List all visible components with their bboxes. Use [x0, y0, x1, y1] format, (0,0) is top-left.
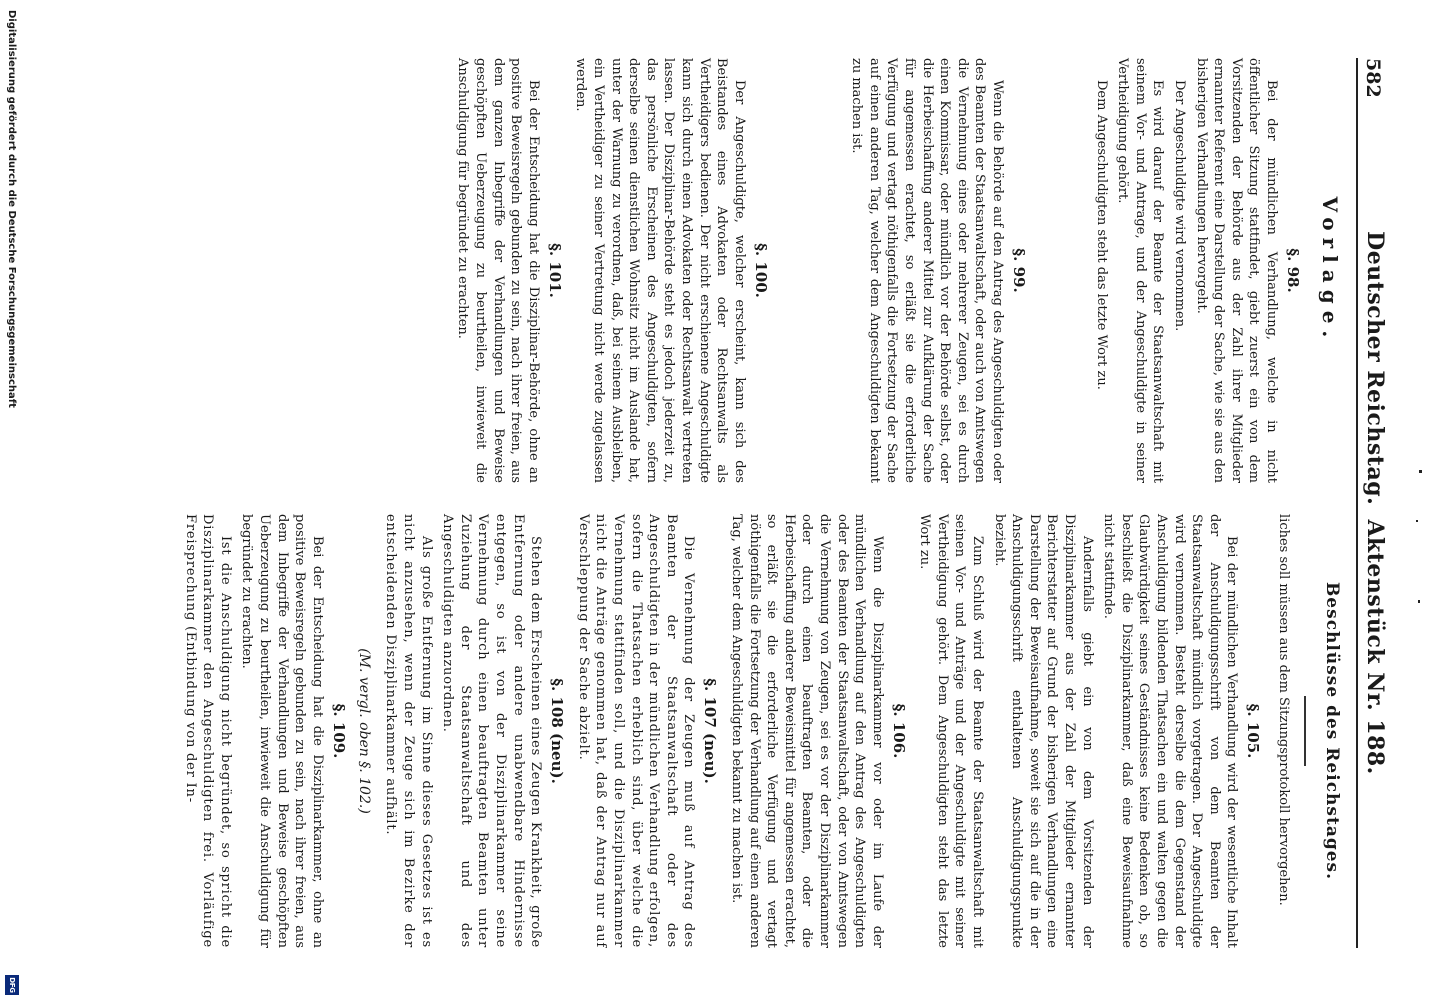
paragraph: Bei der mündlichen Verhandlung, welche in nicht öffentlicher Sitzung stattfindet, giebt zuerst ein von dem Vorsitzenden der Behörde aus der Zahl ihrer Mitglieder ernannter Referent eine Darstellung der Sache, wie sie aus den bisherigen Verhandlungen hervorgeht.	[1193, 58, 1279, 483]
paragraph: Bei der mündlichen Verhandlung wird der wesentliche Inhalt der Anschuldigungsschrift von dem Beamten der Staatsanwaltschaft mündlich vorgetragen. Der Angeschuldigte wird vernommen. Besteht derselbe die dem Gegenstand der Anschuldigung bildenden Thatsachen ein und walten gegen die Glaubwürdigkeit seines Geständnisses keine Bedenken ob, so beschließt die Disziplinarkammer, daß eine Beweisaufnahme nicht stattfinde.	[1101, 514, 1240, 948]
section-number: §. 106.	[889, 703, 908, 759]
dfg-logo: DFG	[5, 975, 19, 995]
paragraph: Bei der Entscheidung hat die Disziplinar-Behörde, ohne an positive Beweisregeln gebunden zu sein, nach ihrer freien, aus dem ganzen Inbegriffe der Verhandlungen und Beweise geschöpften Ueberzeugung zu beurtheilen, inwieweit die Anschuldigung für begründet zu erachten.	[455, 58, 541, 483]
scan-speck	[1419, 470, 1422, 473]
paragraph: Als große Entfernung im Sinne dieses Gesetzes ist es nicht anzusehen, wenn der Zeuge sich im Bezirke der entscheidenden Disziplinarkammer aufhält.	[383, 514, 434, 948]
page-title	[1362, 58, 1388, 948]
paragraph: Der Angeschuldigte, welcher erscheint, kann sich des Beistandes eines Advokaten oder Rechtsanwalts als Vertheidigers bedienen. Der nicht erschienene Angeschuldigte kann sich durch einen Advokaten oder Rechtsanwalt vertreten lassen. Der Disziplinar-Behörde steht es jedoch jederzeit zu, das persönliche Erscheinen des Angeschuldigten, sofern derselbe seinen dienstlichen Wohnsitz nicht im Auslande hat, unter der Warnung zu verordnen, daß, bei seinem Ausbleiben, ein Vertheidiger zu seiner Vertretung nicht werde zugelassen werden.	[573, 58, 747, 483]
section-number: §. 98.	[1284, 248, 1302, 293]
section-number: §. 109.	[329, 703, 348, 759]
paragraph: Wenn die Behörde auf den Antrag des Angeschuldigten oder des Beamten der Staatsanwaltschaft, oder auch von Amtswegen die Vernehmung eines oder mehrerer Zeugen, sei es durch einen Kommissar, oder mündlich vor der Behörde selbst, oder die Herbeischaffung anderer Mittel zur Aufklärung der Sache für angemessen erachtet, so erläßt sie die erforderliche Verfügung und vertagt nöthigenfalls die Fortsetzung der Sache auf einen anderen Tag, welcher dem Angeschuldigten bekannt zu machen ist.	[849, 58, 1006, 483]
paragraph: Zum Schluß wird der Beamte der Staatsanwaltschaft mit seinen Vor- und Anträge und der Angeschuldigte mit seiner Vertheidigung gehört. Dem Angeschuldigten steht das letzte Wort zu.	[917, 514, 986, 948]
paragraph: Der Angeschuldigte wird vernommen.	[1172, 80, 1188, 332]
column-heading-beschluesse: Beschlüsse des Reichstages.	[1322, 581, 1342, 881]
lead-text: liches soll müssen aus dem Sitzungsprotokoll hervorgehen.	[1276, 514, 1291, 906]
paragraph: Ist die Anschuldigung nicht begründet, so spricht die Disziplinarkammer den Angeschuldigten frei. Vorläufige Freisprechung (Entbindung von der In-	[182, 514, 233, 948]
heading-divider	[1304, 696, 1306, 766]
title-right: Aktenstück Nr. 188.	[1362, 519, 1388, 775]
paragraph: Es wird darauf der Beamte der Staatsanwaltschaft mit seinem Vor- und Antrage, und der Angeschuldigte in seiner Vertheidigung gehört.	[1115, 58, 1166, 483]
column-vorlage	[450, 58, 1346, 483]
paragraph: Wenn die Disziplinarkammer vor oder im Laufe der mündlichen Verhandlung auf den Antrag des Angeschuldigten oder des Beamten der Staatsanwaltschaft, oder von Amtswegen die Vernehmung von Zeugen, sei es vor der Disziplinarkammer oder durch einen beauftragten Beamten, oder die Herbeischaffung anderer Beweismittel für angemessen erachtet, so erläßt sie die erforderliche Verfügung und vertagt nöthigenfalls die Fortsetzung der Verhandlung auf einen anderen Tag, welcher dem Angeschuldigten bekannt zu machen ist.	[728, 514, 885, 948]
section-number: §. 100.	[751, 243, 770, 298]
column-beschluesse	[177, 514, 1346, 948]
digitization-credit: Digitalisierung gefördert durch die Deutsche Forschungsgemeinschaft	[6, 10, 17, 408]
section-number: §. 105.	[1244, 703, 1263, 759]
scan-speck	[1418, 600, 1420, 603]
scan-speck	[1416, 520, 1418, 522]
section-number: §. 107 (neu).	[701, 678, 720, 784]
page-number: 582	[1362, 58, 1384, 98]
paragraph: Bei der Entscheidung hat die Disziplinarkammer, ohne an positive Beweisregeln gebunden zu sein, nach ihrer freien, aus dem Inbegriffe der Verhandlungen und Beweise geschöpften Ueberzeugung zu beurtheilen, inwieweit die Anschuldigung für begründet zu erachten.	[239, 514, 325, 948]
digitization-footer	[0, 0, 22, 1000]
section-number: §. 99.	[1010, 248, 1029, 293]
page-header	[1356, 58, 1392, 948]
paragraph: Die Vernehmung der Zeugen muß auf Antrag des Beamten der Staatsanwaltschaft oder des Angeschuldigten in der mündlichen Verhandlung erfolgen, sofern die Thatsachen erheblich sind, über welche die Vernehmung stattfinden soll, und die Disziplinarkammer nicht die Anträge genommen hat, daß der Antrag nur auf Verschleppung der Sache abzielt.	[575, 514, 697, 948]
title-left: Deutscher Reichstag.	[1362, 231, 1388, 506]
section-number: §. 108 (neu).	[548, 678, 567, 784]
paragraph: Stehen dem Erscheinen eines Zeugen Krankheit, große Entfernung oder andere unabwendbare Hindernisse entgegen, so ist von der Disziplinarkammer seine Vernehmung durch einen beauftragten Beamten unter Zuziehung der Staatsanwaltschaft und des Angeschuldigten anzuordnen.	[440, 514, 544, 948]
cross-reference: (M. vergl. oben §. 102.)	[355, 648, 372, 814]
paragraph: Andernfalls giebt ein von dem Vorsitzenden der Disziplinarkammer aus der Zahl der Mitglieder ernannter Berichterstatter auf Grund der bisherigen Verhandlungen eine Darstellung der Beweisaufnahme, soweit sie sich auf die in der Anschuldigungsschrift enthaltenen Anschuldigungspunkte bezieht.	[991, 514, 1095, 948]
paragraph: Dem Angeschuldigten steht das letzte Wort zu.	[1093, 80, 1109, 390]
section-number: §. 101.	[545, 243, 564, 298]
column-heading-vorlage: Vorlage.	[1318, 196, 1342, 345]
